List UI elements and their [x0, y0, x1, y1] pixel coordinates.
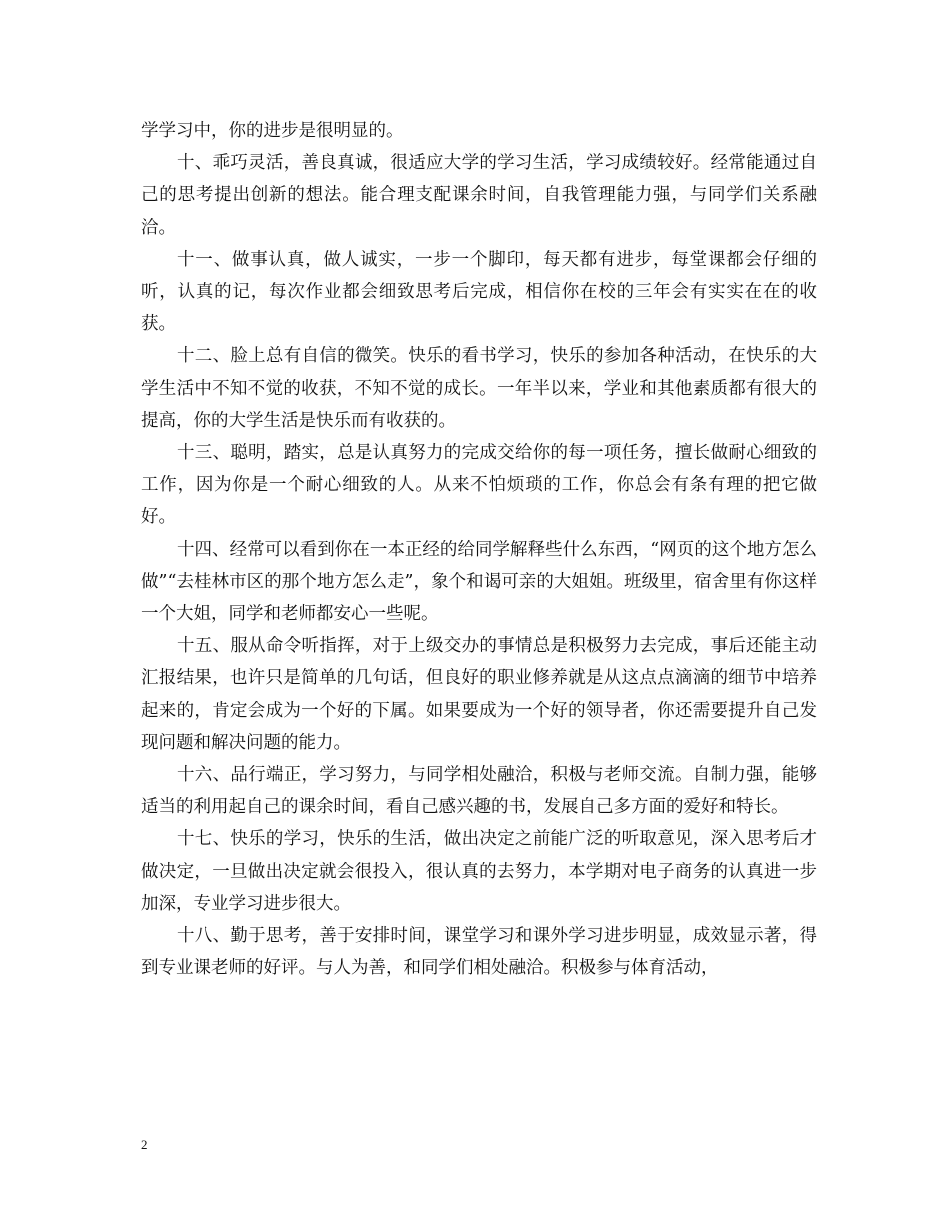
paragraph-item-18: 十八、勤于思考，善于安排时间，课堂学习和课外学习进步明显，成效显示著，得到专业课老师的好评。与人为善，和同学们相处融洽。积极参与体育活动，: [141, 926, 817, 979]
page-number: 2: [141, 1137, 148, 1152]
paragraph-item-17: 十七、快乐的学习，快乐的生活，做出决定之前能广泛的听取意见，深入思考后才做决定，一旦做出决定就会很投入，很认真的去努力，本学期对电子商务的认真进一步加深，专业学习进步很大。: [141, 829, 817, 914]
paragraph-item-15: 十五、服从命令听指挥，对于上级交办的事情总是积极努力去完成，事后还能主动汇报结果，也许只是简单的几句话，但良好的职业修养就是从这点点滴滴的细节中培养起来的，肯定会成为一个好的下属。如果要成为一个好的领导者，你还需要提升自己发现问题和解决问题的能力。: [141, 636, 817, 753]
paragraph-item-13: 十三、聪明，踏实，总是认真努力的完成交给你的每一项任务，擅长做耐心细致的工作，因为你是一个耐心细致的人。从来不怕烦琐的工作，你总会有条有理的把它做好。: [141, 443, 817, 528]
document-body: [141, 115, 817, 984]
paragraph-continuation: 学学习中，你的进步是很明显的。: [141, 121, 404, 141]
paragraph-item-10: 十、乖巧灵活，善良真诚，很适应大学的学习生活，学习成绩较好。经常能通过自己的思考提出创新的想法。能合理支配课余时间，自我管理能力强，与同学们关系融洽。: [141, 153, 817, 238]
paragraph-item-14: 十四、经常可以看到你在一本正经的给同学解释些什么东西，“网页的这个地方怎么做”“去桂林市区的那个地方怎么走”，象个和谒可亲的大姐姐。班级里，宿舍里有你这样一个大姐，同学和老师都安心一些呢。: [141, 539, 817, 625]
paragraph-item-11: 十一、做事认真，做人诚实，一步一个脚印，每天都有进步，每堂课都会仔细的听，认真的记，每次作业都会细致思考后完成，相信你在校的三年会有实实在在的收获。: [141, 249, 817, 335]
paragraph-item-12: 十二、脸上总有自信的微笑。快乐的看书学习，快乐的参加各种活动，在快乐的大学生活中不知不觉的收获，不知不觉的成长。一年半以来，学业和其他素质都有很大的提高，你的大学生活是快乐而有收获的。: [141, 346, 817, 431]
paragraph-item-16: 十六、品行端正，学习努力，与同学相处融洽，积极与老师交流。自制力强，能够适当的利用起自己的课余时间，看自己感兴趣的书，发展自己多方面的爱好和特长。: [141, 765, 817, 818]
